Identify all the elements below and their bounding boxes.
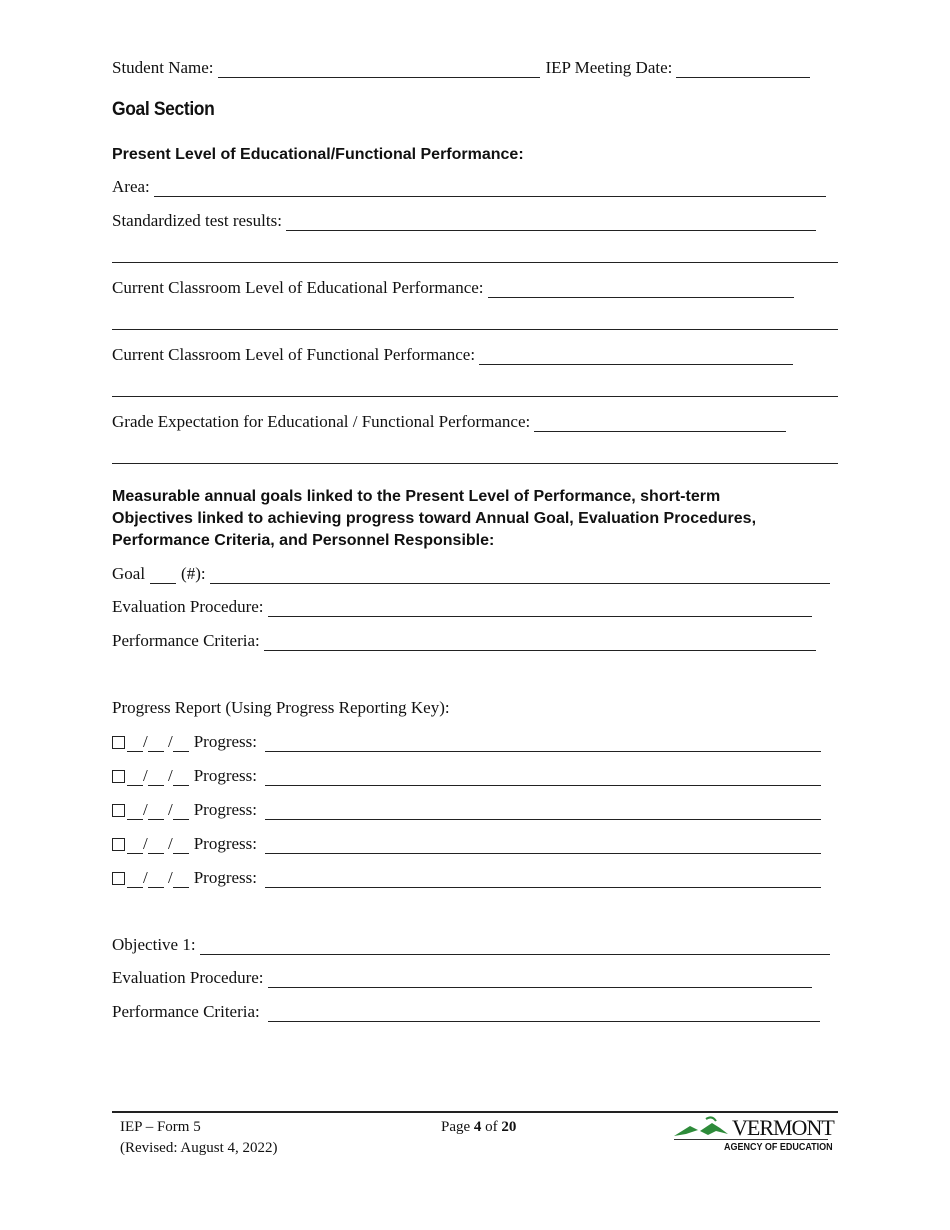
goal-field[interactable] xyxy=(210,567,830,584)
measurable-goals-heading xyxy=(112,486,756,552)
area-field[interactable] xyxy=(154,180,826,197)
standardized-label: Standardized test results: xyxy=(112,211,282,230)
goal-number-field[interactable] xyxy=(150,569,176,584)
progress-row: / / Progress: xyxy=(112,868,821,888)
classroom-functional-field[interactable] xyxy=(479,348,793,365)
progress-checkbox[interactable] xyxy=(112,770,125,783)
progress-checkbox[interactable] xyxy=(112,804,125,817)
progress-checkbox[interactable] xyxy=(112,872,125,885)
progress-field[interactable] xyxy=(265,803,821,820)
objective-performance-row xyxy=(112,1002,820,1022)
progress-year-field[interactable] xyxy=(173,771,189,786)
goal-evaluation-field[interactable] xyxy=(268,600,812,617)
iep-meeting-date-label: IEP Meeting Date: xyxy=(545,58,673,77)
progress-year-field[interactable] xyxy=(173,839,189,854)
progress-label: Progress: xyxy=(193,732,257,751)
measurable-heading-line3: Performance Criteria, and Personnel Responsible: xyxy=(112,532,495,549)
footer-revised-date: (Revised: August 4, 2022) xyxy=(120,1140,278,1156)
progress-report-heading-row xyxy=(112,698,450,718)
progress-month-field[interactable] xyxy=(127,805,143,820)
objective-label: Objective 1: xyxy=(112,935,196,954)
objective-evaluation-row xyxy=(112,968,812,988)
measurable-heading-line2: Objectives linked to achieving progress toward Annual Goal, Evaluation Procedures, xyxy=(112,510,757,527)
progress-day-field[interactable] xyxy=(148,805,164,820)
progress-label: Progress: xyxy=(193,868,257,887)
progress-field[interactable] xyxy=(265,769,821,786)
progress-checkbox[interactable] xyxy=(112,736,125,749)
progress-month-field[interactable] xyxy=(127,873,143,888)
footer-page-number xyxy=(441,1117,516,1138)
classroom-educational-row xyxy=(112,278,794,298)
progress-label: Progress: xyxy=(193,800,257,819)
progress-field[interactable] xyxy=(265,735,821,752)
grade-expectation-field[interactable] xyxy=(534,415,786,432)
progress-label: Progress: xyxy=(193,834,257,853)
progress-row: / / Progress: xyxy=(112,834,821,854)
goal-evaluation-label: Evaluation Procedure: xyxy=(112,597,264,616)
classroom-functional-continuation-line[interactable] xyxy=(112,396,838,397)
standardized-field[interactable] xyxy=(286,214,816,231)
progress-row: / / Progress: xyxy=(112,732,821,752)
classroom-functional-label: Current Classroom Level of Functional Performance: xyxy=(112,345,476,364)
progress-month-field[interactable] xyxy=(127,839,143,854)
progress-report-heading: Progress Report (Using Progress Reporting Key): xyxy=(112,698,450,717)
progress-day-field[interactable] xyxy=(148,839,164,854)
progress-month-field[interactable] xyxy=(127,737,143,752)
objective-field[interactable] xyxy=(200,938,830,955)
progress-label: Progress: xyxy=(193,766,257,785)
standardized-row xyxy=(112,211,816,231)
grade-expectation-continuation-line[interactable] xyxy=(112,463,838,464)
progress-field[interactable] xyxy=(265,837,821,854)
objective-row xyxy=(112,935,830,955)
classroom-educational-field[interactable] xyxy=(488,281,794,298)
page-total: 20 xyxy=(501,1119,517,1135)
goal-performance-row xyxy=(112,631,816,651)
logo-subtitle: AGENCY OF EDUCATION xyxy=(724,1142,833,1153)
progress-field[interactable] xyxy=(265,871,821,888)
goal-section-title: Goal Section xyxy=(112,99,215,120)
area-label: Area: xyxy=(112,177,150,196)
footer-form-info xyxy=(120,1117,278,1159)
progress-year-field[interactable] xyxy=(173,805,189,820)
objective-evaluation-field[interactable] xyxy=(268,971,812,988)
footer-divider xyxy=(112,1111,838,1113)
page-of: of xyxy=(485,1119,498,1135)
grade-expectation-row xyxy=(112,412,786,432)
area-row xyxy=(112,177,826,197)
student-name-label: Student Name: xyxy=(112,58,214,77)
goal-performance-label: Performance Criteria: xyxy=(112,631,260,650)
goal-row xyxy=(112,564,830,584)
progress-year-field[interactable] xyxy=(173,873,189,888)
present-level-heading: Present Level of Educational/Functional Performance: xyxy=(112,146,524,163)
iep-meeting-date-field[interactable] xyxy=(676,61,810,78)
classroom-educational-label: Current Classroom Level of Educational Performance: xyxy=(112,278,484,297)
page-current: 4 xyxy=(473,1119,482,1135)
progress-day-field[interactable] xyxy=(148,873,164,888)
goal-evaluation-row xyxy=(112,597,812,617)
progress-month-field[interactable] xyxy=(127,771,143,786)
progress-row: / / Progress: xyxy=(112,800,821,820)
objective-performance-label: Performance Criteria: xyxy=(112,1002,260,1021)
progress-row: / / Progress: xyxy=(112,766,821,786)
grade-expectation-label: Grade Expectation for Educational / Functional Performance: xyxy=(112,412,531,431)
measurable-heading-line1: Measurable annual goals linked to the Present Level of Performance, short-term xyxy=(112,488,721,505)
footer-form-name: IEP – Form 5 xyxy=(120,1119,201,1135)
progress-checkbox[interactable] xyxy=(112,838,125,851)
objective-performance-field[interactable] xyxy=(268,1005,820,1022)
classroom-functional-row xyxy=(112,345,793,365)
progress-day-field[interactable] xyxy=(148,771,164,786)
student-name-field[interactable] xyxy=(218,61,540,78)
objective-evaluation-label: Evaluation Procedure: xyxy=(112,968,264,987)
classroom-educational-continuation-line[interactable] xyxy=(112,329,838,330)
page-word: Page xyxy=(441,1119,471,1135)
progress-day-field[interactable] xyxy=(148,737,164,752)
student-name-row xyxy=(112,58,810,78)
goal-label-suffix: (#): xyxy=(181,564,206,583)
goal-performance-field[interactable] xyxy=(264,634,816,651)
standardized-continuation-line[interactable] xyxy=(112,262,838,263)
logo-name: VERMONT xyxy=(732,1115,834,1140)
progress-year-field[interactable] xyxy=(173,737,189,752)
goal-label-prefix: Goal xyxy=(112,564,146,583)
